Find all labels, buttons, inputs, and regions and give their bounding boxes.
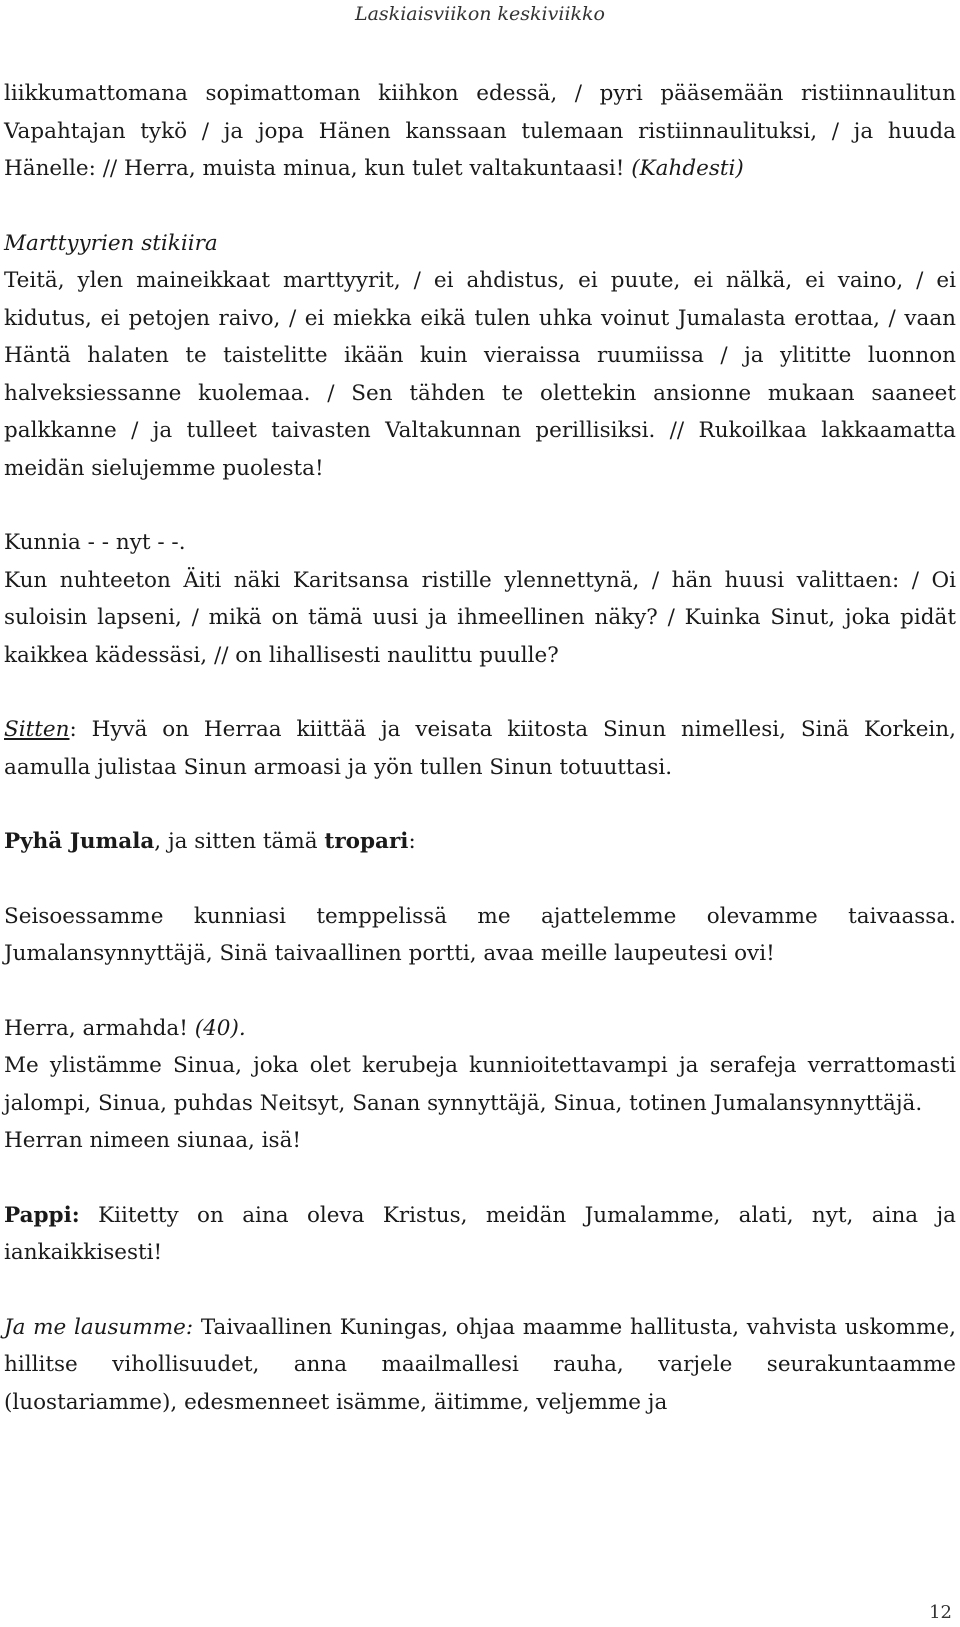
prayer-text: Taivaallinen Kuningas, ohjaa maamme hallitusta, vahvista uskomme, hillitse vihollisuudet, anna maailmallesi rauha, varjele seurakuntaamme (luostariamme), edesmenneet isämme, äitimme, veljemme ja xyxy=(4,1314,956,1415)
kyrie-line xyxy=(4,1010,956,1048)
trisagion-mid: , ja sitten tämä xyxy=(154,829,325,854)
priest-paragraph xyxy=(4,1197,956,1272)
prayer-label: Ja me lausumme: xyxy=(4,1314,194,1340)
kyrie-lead: Herra, armahda! xyxy=(4,1015,195,1041)
then-paragraph xyxy=(4,711,956,786)
then-label: Sitten xyxy=(4,717,70,742)
prayer-paragraph xyxy=(4,1309,956,1422)
glory-lead: Kunnia - - nyt - -. xyxy=(4,530,186,555)
intro-text: liikkumattomana sopimattoman kiihkon edessä, / pyri pääsemään ristiinnaulitun Vapahtajan tykö / ja jopa Hänen kanssaan tulemaan ristiinnaulituksi, / ja huuda Hänelle: // Herra, muista minua, kun tulet valtakuntaasi! xyxy=(4,81,956,181)
document-body xyxy=(4,75,956,1421)
repeat-note: (Kahdesti) xyxy=(631,156,744,181)
troparion-bold: tropari xyxy=(324,829,409,854)
priest-text: Kiitetty on aina oleva Kristus, meidän Jumalamme, alati, nyt, aina ja iankaikkisesti! xyxy=(4,1202,956,1265)
blessing-line: Herran nimeen siunaa, isä! xyxy=(4,1128,302,1153)
stichera-heading: Marttyyrien stikiira xyxy=(4,230,218,256)
trisagion-line xyxy=(4,823,956,861)
magnification-text: Me ylistämme Sinua, joka olet kerubeja kunnioitettavampi ja serafeja verrattomasti jalompi, Sinua, puhdas Neitsyt, Sanan synnyttäjä, Sinua, totinen Jumalansynnyttäjä. xyxy=(4,1053,956,1116)
paragraph-intro xyxy=(4,75,956,188)
stichera-text: Teitä, ylen maineikkaat marttyyrit, / ei ahdistus, ei puute, ei nälkä, ei vaino, / ei kidutus, ei petojen raivo, / ei miekka eikä tulen uhka voinut Jumalasta erottaa, / vaan Häntä halaten te taistelitte ikään kuin vieraissa ruumiissa / ja ylititte luonnon halveksiessanne kuolemaa. / Sen tähden te olettekin ansionne mukaan saaneet palkkanne / ja tulleet taivasten Valtakunnan perillisiksi. // Rukoilkaa lakkaamatta meidän sielujemme puolesta! xyxy=(4,268,956,481)
page-number: 12 xyxy=(929,1602,952,1623)
then-text: : Hyvä on Herraa kiittää ja veisata kiitosta Sinun nimellesi, Sinä Korkein, aamulla julistaa Sinun armoasi ja yön tullen Sinun totuuttasi. xyxy=(4,717,956,780)
running-header: Laskiaisviikon keskiviikko xyxy=(354,3,605,25)
priest-label: Pappi: xyxy=(4,1202,80,1228)
troparion-text: Seisoessamme kunniasi temppelissä me ajattelemme olevamme taivaassa. Jumalansynnyttäjä, Sinä taivaallinen portti, avaa meille laupeutesi ovi! xyxy=(4,903,956,966)
trisagion-bold: Pyhä Jumala xyxy=(4,829,155,854)
trisagion-end: : xyxy=(408,829,416,854)
kyrie-note: (40). xyxy=(194,1015,246,1041)
theotokion-text: Kun nuhteeton Äiti näki Karitsansa ristille ylennettynä, / hän huusi valittaen: / Oi suloisin lapseni, / mikä on tämä uusi ja ihmeellinen näky? / Kuinka Sinut, joka pidät kaikkea kädessäsi, // on lihallisesti naulittu puulle? xyxy=(4,567,956,668)
